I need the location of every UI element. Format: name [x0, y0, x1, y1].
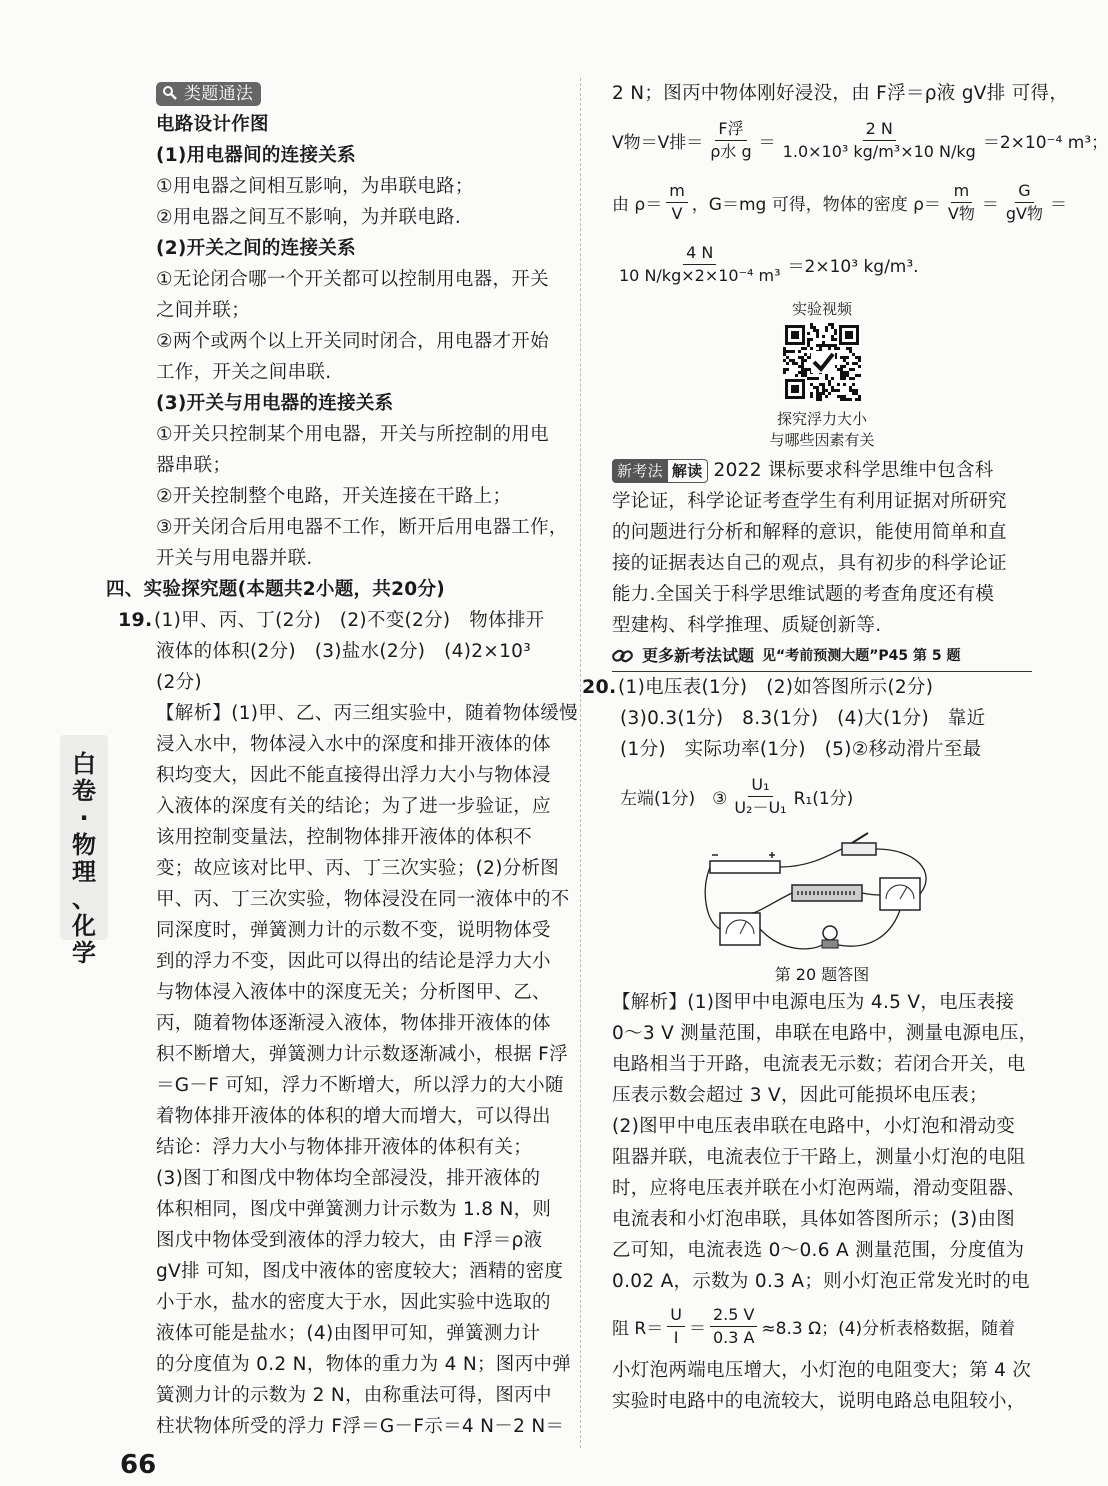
more-questions-title: 更多新考法试题	[642, 646, 755, 665]
method-line: 电路设计作图	[156, 114, 269, 135]
column-divider	[580, 78, 581, 1448]
analysis-line: 着物体排开液体的体积的增大而增大，可以得出	[156, 1106, 551, 1127]
method-line: ②两个或两个以上开关同时闭合，用电器才开始	[156, 331, 549, 352]
denominator: gV物	[1005, 203, 1043, 223]
new-method-badge	[612, 459, 708, 483]
analysis-line: ＝G－F 可知，浮力不断增大，所以浮力的大小随	[156, 1075, 564, 1096]
method-badge-label: 类题通法	[184, 84, 254, 104]
formula-text: R₁(1分)	[793, 788, 854, 809]
numerator: m	[666, 180, 688, 203]
method-line: ①无论闭合哪一个开关都可以控制用电器，开关	[156, 269, 549, 290]
formula-text: 阻 R＝	[612, 1318, 664, 1339]
fraction	[945, 180, 978, 225]
left-column	[106, 78, 578, 1442]
question-19	[118, 605, 563, 698]
analysis-line: 电路相当于开路，电流表无示数；若闭合开关，电	[612, 1054, 1026, 1075]
denominator: ρ水 g	[710, 141, 752, 161]
method-list	[118, 109, 568, 574]
fraction	[666, 180, 688, 225]
qr-code-icon[interactable]	[783, 323, 861, 401]
formula-volume	[612, 109, 1108, 171]
analysis-line: 与物体浸入液体中的深度无关；分析图甲、乙、	[156, 982, 551, 1003]
method-badge	[156, 82, 261, 106]
fraction	[780, 118, 979, 163]
method-line: 工作，开关之间串联.	[156, 362, 332, 383]
analysis-line: 小灯泡两端电压增大，小灯泡的电阻变大；第 4 次	[612, 1360, 1032, 1381]
figure-caption: 第 20 题答图	[774, 965, 870, 984]
formula-text: ≈8.3 Ω；(4)分析表格数据，随着	[761, 1318, 1016, 1339]
new-method-line: 接的证据表达自己的观点，具有初步的科学论证	[612, 553, 1007, 574]
analysis-line: 结论：浮力大小与物体排开液体的体积有关；	[156, 1137, 533, 1158]
denominator: I	[673, 1327, 679, 1347]
method-line: (1)用电器间的连接关系	[156, 145, 356, 166]
method-line: ①开关只控制某个用电器，开关与所控制的用电	[156, 424, 549, 445]
new-method-first-line	[612, 455, 1032, 486]
formula-text: ＝	[688, 1318, 706, 1339]
formula-text: ＝	[1049, 194, 1067, 215]
q19-answer-line: 液体的体积(2分) (3)盐水(2分) (4)2×10³	[156, 641, 531, 662]
numerator: F浮	[715, 118, 746, 141]
new-method-badge-a: 新考法	[613, 460, 668, 482]
side-tab-char: 化	[72, 912, 96, 940]
numerator: 2.5 V	[710, 1304, 757, 1327]
voltmeter-icon	[720, 913, 760, 945]
side-tab-char: 理	[72, 858, 96, 886]
analysis-line: 的分度值为 0.2 N，物体的重力为 4 N；图丙中弹	[156, 1354, 571, 1375]
fraction	[731, 774, 789, 819]
analysis-line: 该用控制变量法，控制物体排开液体的体积不	[156, 827, 533, 848]
analysis-line: 浸入水中，物体浸入水中的深度和排开液体的体	[156, 734, 551, 755]
q19-analysis	[118, 698, 578, 1442]
bulb-icon	[823, 926, 837, 940]
formula-text: 左端(1分) ③	[620, 788, 728, 809]
denominator: U₂－U₁	[734, 797, 787, 817]
right-line-1: 2 N；图丙中物体刚好浸没，由 F浮＝ρ液 gV排 可得，	[612, 83, 1069, 104]
analysis-line: 时，应将电压表并联在小灯泡两端，滑动变阻器、	[612, 1178, 1026, 1199]
more-questions-ref: 见“考前预测大题”P45 第 5 题	[762, 648, 961, 664]
magnifier-icon	[162, 85, 178, 101]
ammeter-icon	[880, 878, 920, 910]
side-tab-char: 学	[72, 939, 96, 967]
side-tab-char: 物	[72, 831, 96, 859]
formula-text: ＝2×10⁻⁴ m³；	[982, 132, 1108, 153]
analysis-line: 丙，随着物体逐渐浸入液体，物体排开液体的体	[156, 1013, 551, 1034]
formula-text: V物＝V排＝	[612, 132, 704, 153]
q20-answer-line: (3)0.3(1分) 8.3(1分) (4)大(1分) 靠近	[620, 708, 986, 729]
new-method-line: 学论证，科学论证考查学生有利用证据对所研究	[612, 491, 1007, 512]
side-tab-char: 、	[72, 885, 96, 913]
qr-block	[612, 299, 1032, 451]
analysis-line: 小于水，盐水的密度大于水，因此实验中选取的	[156, 1292, 551, 1313]
fraction	[616, 242, 784, 287]
qr-caption-line1: 探究浮力大小	[776, 410, 867, 428]
q19-answer-line	[118, 605, 563, 636]
method-line: 开关与用电器并联.	[156, 548, 313, 569]
fraction	[707, 118, 754, 163]
q19-answer-text: (1)甲、丙、丁(2分) (2)不变(2分) 物体排开	[154, 610, 545, 631]
analysis-line: 积不断增大，弹簧测力计示数逐渐减小，根据 F浮	[156, 1044, 568, 1065]
section-title: 四、实验探究题(本题共2小题，共20分)	[106, 579, 446, 600]
denominator: 1.0×10³ kg/m³×10 N/kg	[782, 141, 976, 161]
side-tab-char: ·	[79, 804, 89, 832]
q19-answer-line: (2分)	[156, 672, 202, 693]
question-number: 19.	[118, 609, 153, 631]
numerator: 2 N	[863, 118, 896, 141]
formula-density	[612, 171, 1067, 233]
analysis-line: 同深度时，弹簧测力计的示数不变，说明物体受	[156, 920, 551, 941]
method-line: (3)开关与用电器的连接关系	[156, 393, 394, 414]
right-column	[582, 78, 1108, 1417]
new-method-line: 的问题进行分析和解释的意识，能使用简单和直	[612, 522, 1007, 543]
analysis-line: (3)图丁和图戊中物体均全部浸没，排开液体的	[156, 1168, 541, 1189]
numerator: G	[1015, 180, 1033, 203]
analysis-line: 乙可知，电流表选 0～0.6 A 测量范围，分度值为	[612, 1240, 1025, 1261]
qr-caption-top: 实验视频	[791, 300, 852, 318]
numerator: U₁	[748, 774, 772, 797]
question-20	[582, 672, 1032, 765]
question-number: 20.	[582, 676, 617, 698]
analysis-line: (2)图甲中电压表串联在电路中，小灯泡和滑动变	[612, 1116, 1016, 1137]
analysis-line: 0.02 A，示数为 0.3 A；则小灯泡正常发光时的电	[612, 1271, 1030, 1292]
formula-text: ，G＝mg 可得，物体的密度 ρ＝	[691, 194, 941, 215]
numerator: 4 N	[683, 242, 716, 265]
analysis-line: 0～3 V 测量范围，串联在电路中，测量电源电压，	[612, 1023, 1038, 1044]
link-icon	[612, 647, 634, 665]
analysis-line: 【解析】(1)甲、乙、丙三组实验中，随着物体缓慢	[156, 703, 578, 724]
q20-answer-text: (1)电压表(1分) (2)如答图所示(2分)	[618, 677, 934, 698]
analysis-line: 甲、丙、丁三次实验，物体浸没在同一液体中的不	[156, 889, 570, 910]
fraction	[710, 1304, 757, 1349]
circuit-diagram	[702, 833, 942, 963]
new-method-body	[612, 486, 1032, 641]
numerator: m	[951, 180, 973, 203]
analysis-line: 入液体的深度有关的结论；为了进一步验证，应	[156, 796, 551, 817]
method-line: (2)开关之间的连接关系	[156, 238, 356, 259]
q20-analysis	[612, 987, 1038, 1297]
formula-text: ＝2×10³ kg/m³.	[787, 256, 919, 277]
analysis-line: 积均变大，因此不能直接得出浮力大小与物体浸	[156, 765, 551, 786]
analysis-line: 阻器并联，电流表位于干路上，测量小灯泡的电阻	[612, 1147, 1026, 1168]
page-number: 66	[120, 1450, 157, 1480]
analysis-line: 压表示数会超过 3 V，因此可能损坏电压表；	[612, 1085, 988, 1106]
analysis-line: 到的浮力不变，因此可以得出的结论是浮力大小	[156, 951, 551, 972]
q20-answer-line: (1分) 实际功率(1分) (5)②移动滑片至最	[620, 739, 982, 760]
method-line: 器串联；	[156, 455, 232, 476]
side-tab-char: 白	[72, 750, 96, 778]
numerator: U	[667, 1304, 685, 1327]
more-questions-row[interactable]	[612, 641, 1032, 672]
analysis-line: gV排 可知，图戊中液体的密度较大；酒精的密度	[156, 1261, 564, 1282]
denominator: V	[671, 203, 683, 223]
side-tab	[60, 735, 108, 967]
qr-caption-line2: 与哪些因素有关	[769, 431, 875, 449]
formula-result	[612, 233, 1032, 295]
formula-text: ＝	[758, 132, 776, 153]
formula-text: ＝	[981, 194, 999, 215]
formula-text: 由 ρ＝	[612, 194, 663, 215]
analysis-line: 变；故应该对比甲、丙、丁三次实验；(2)分析图	[156, 858, 560, 879]
analysis-line: 【解析】(1)图甲中电源电压为 4.5 V，电压表接	[612, 992, 1015, 1013]
denominator: 0.3 A	[712, 1327, 755, 1347]
q20-analysis-continued	[612, 1355, 1032, 1417]
switch-icon	[842, 843, 876, 855]
analysis-line: 柱状物体所受的浮力 F浮＝G－F示＝4 N－2 N＝	[156, 1416, 565, 1437]
analysis-line: 电流表和小灯泡串联，具体如答图所示；(3)由图	[612, 1209, 1016, 1230]
formula-resistance	[612, 1297, 1032, 1355]
battery-icon	[710, 861, 780, 873]
analysis-line: 实验时电路中的电流较大，说明电路总电阻较小，	[612, 1391, 1026, 1412]
method-line: ②用电器之间互不影响，为并联电路.	[156, 207, 462, 228]
q20-answer-line	[582, 672, 1032, 703]
new-method-line: 型建构、科学推理、质疑创新等.	[612, 615, 882, 636]
q20-formula	[620, 765, 1032, 827]
analysis-line: 液体可能是盐水；(4)由图甲可知，弹簧测力计	[156, 1323, 541, 1344]
fraction	[667, 1304, 685, 1349]
side-tab-char: 卷	[72, 777, 96, 805]
analysis-line: 图戊中物体受到液体的浮力较大，由 F浮＝ρ液	[156, 1230, 543, 1251]
analysis-line: 体积相同，图戊中弹簧测力计示数为 1.8 N，则	[156, 1199, 552, 1220]
new-method-text: 2022 课标要求科学思维中包含科	[713, 460, 994, 481]
denominator: V物	[947, 203, 975, 223]
method-line: ①用电器之间相互影响，为串联电路；	[156, 176, 474, 197]
fraction	[1003, 180, 1046, 225]
new-method-badge-b: 解读	[671, 462, 703, 480]
method-line: ③开关闭合后用电器不工作，断开后用电器工作，	[156, 517, 568, 538]
denominator: 10 N/kg×2×10⁻⁴ m³	[619, 265, 781, 285]
method-line: ②开关控制整个电路，开关连接在干路上；	[156, 486, 512, 507]
new-method-line: 能力.全国关于科学思维试题的考查角度还有模	[612, 584, 995, 605]
analysis-line: 簧测力计的示数为 2 N，由称重法可得，图丙中	[156, 1385, 552, 1406]
method-line: 之间并联；	[156, 300, 251, 321]
